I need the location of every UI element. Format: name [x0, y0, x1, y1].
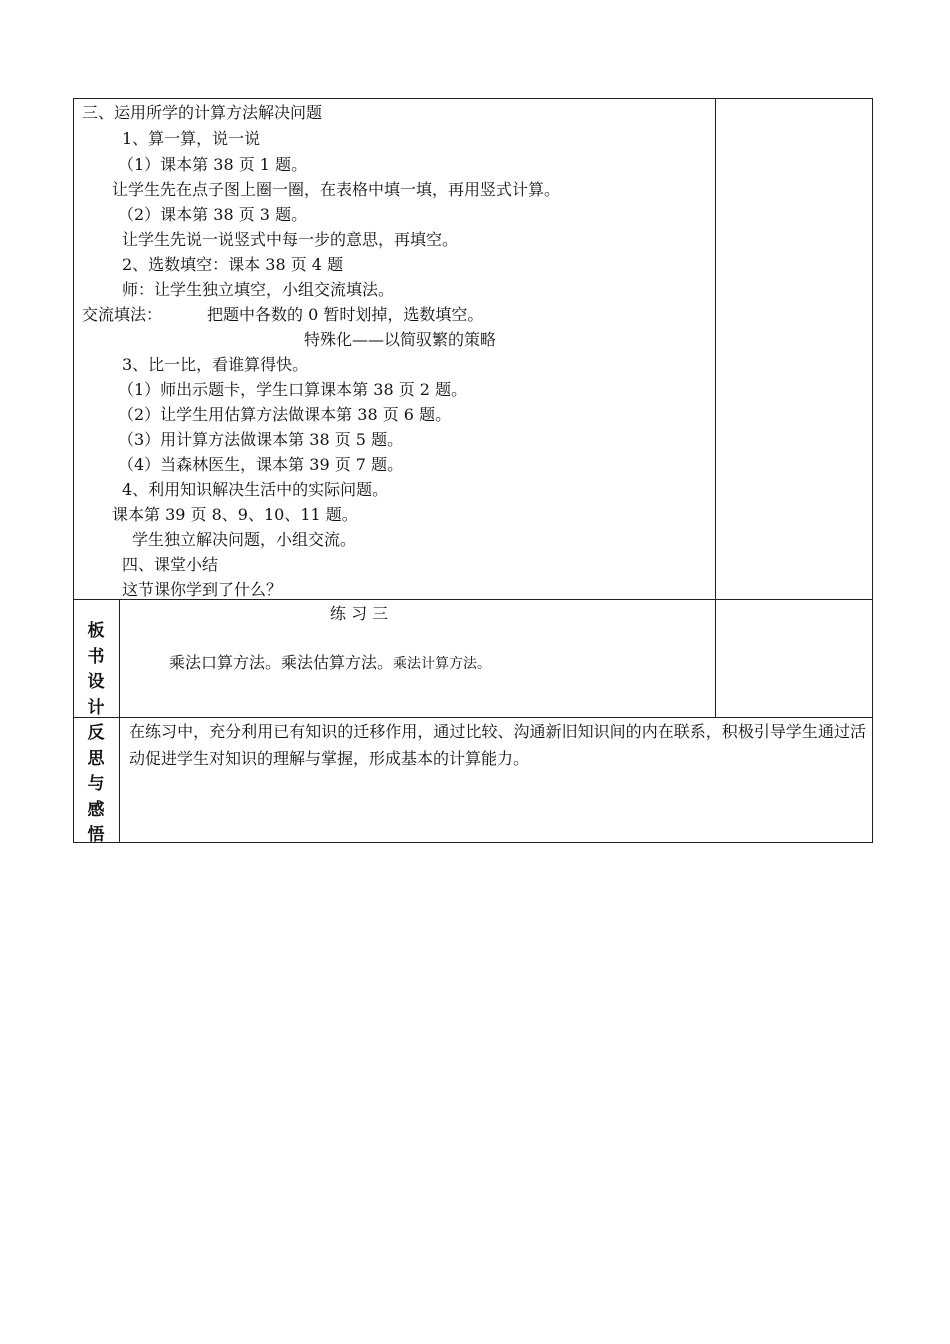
summary-heading: 四、课堂小结: [122, 555, 219, 574]
reflection-label-char: 感: [87, 799, 105, 820]
step-1-item-2-detail: 让学生先说一说竖式中每一步的意思，再填空。: [122, 230, 459, 249]
reflection-label-char: 悟: [87, 825, 105, 845]
reflection-label-char: 与: [87, 774, 105, 794]
step-4-heading: 4、利用知识解决生活中的实际问题。: [122, 480, 389, 499]
board-design-label-char: 计: [87, 697, 105, 718]
step-2-exchange-text: 把题中各数的 0 暂时划掉，选数填空。: [207, 305, 484, 324]
step-4-textbook-ref: 课本第 39 页 8、9、10、11 题。: [112, 505, 358, 524]
board-design-content-small: 乘法计算方法。: [393, 656, 492, 672]
board-design-label: [74, 619, 118, 721]
board-design-label-char: 设: [87, 672, 105, 692]
step-3-item-3: （3）用计算方法做课本第 38 页 5 题。: [118, 430, 404, 449]
step-2-heading: 2、选数填空：课本 38 页 4 题: [122, 255, 344, 274]
step-4-detail: 学生独立解决问题，小组交流。: [132, 530, 357, 549]
step-3-item-4: （4）当森林医生，课本第 39 页 7 题。: [118, 455, 404, 474]
step-3-heading: 3、比一比，看谁算得快。: [122, 355, 309, 374]
summary-question: 这节课你学到了什么？: [122, 580, 283, 599]
reflection-label-char: 思: [87, 748, 105, 769]
reflection-label: [74, 721, 118, 849]
board-design-label-char: 书: [87, 646, 105, 667]
strategy-note: 特殊化——以简驭繁的策略: [304, 330, 497, 349]
step-2-exchange-label: 交流填法：: [82, 305, 163, 324]
step-3-item-1: （1）师出示题卡，学生口算课本第 38 页 2 题。: [118, 380, 468, 399]
notes-column-divider: [715, 99, 716, 717]
step-1-item-1-detail: 让学生先在点子图上圈一圈，在表格中填一填，再用竖式计算。: [112, 180, 561, 199]
label-column-divider: [119, 599, 120, 842]
reflection-label-char: 反: [87, 723, 105, 743]
step-1-item-2: （2）课本第 38 页 3 题。: [118, 205, 308, 224]
board-design-content: [169, 653, 491, 674]
step-3-item-2: （2）让学生用估算方法做课本第 38 页 6 题。: [118, 405, 452, 424]
board-design-title: 练 习 三: [330, 604, 389, 623]
board-design-label-char: 板: [87, 621, 105, 641]
lesson-table: [73, 98, 873, 843]
reflection-text: 在练习中，充分利用已有知识的迁移作用，通过比较、沟通新旧知识间的内在联系，积极引导学生通过活动促进学生对知识的理解与掌握，形成基本的计算能力。: [129, 722, 866, 768]
step-1-heading: 1、算一算，说一说: [122, 129, 261, 148]
board-design-content-main: 乘法口算方法。乘法估算方法。: [169, 653, 394, 672]
step-section-3-heading: 三、运用所学的计算方法解决问题: [82, 103, 323, 122]
step-2-detail: 师：让学生独立填空，小组交流填法。: [122, 280, 395, 299]
step-1-item-1: （1）课本第 38 页 1 题。: [118, 155, 308, 174]
